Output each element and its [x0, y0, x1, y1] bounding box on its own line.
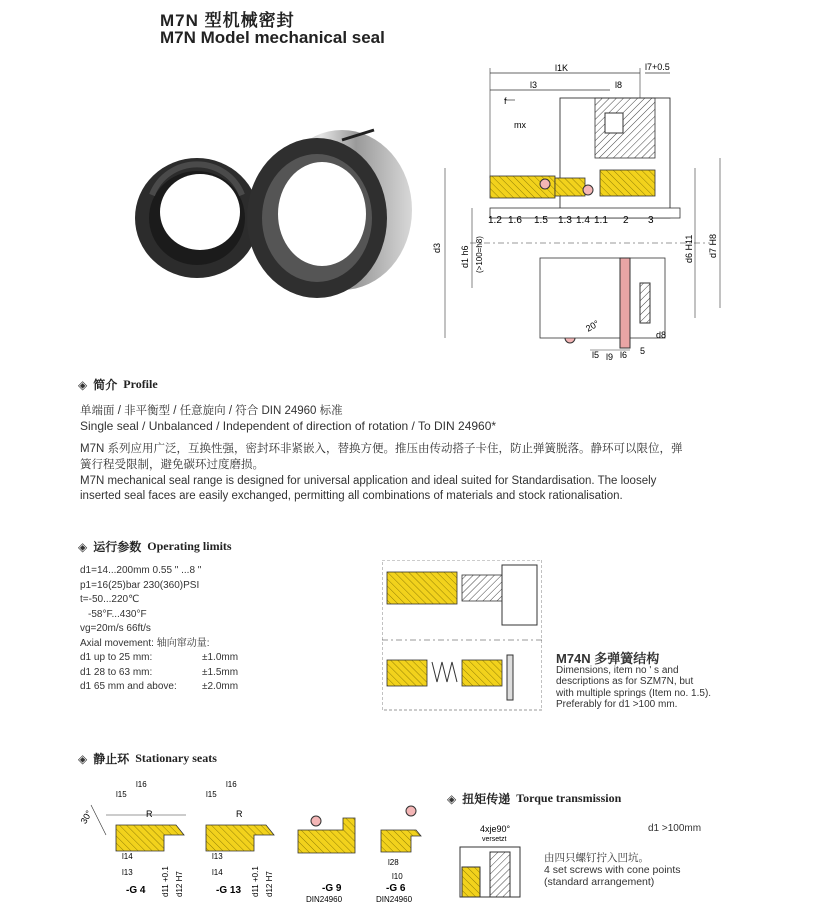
dim-d6: d6 H11 [684, 234, 694, 263]
part-2: 2 [623, 215, 629, 226]
profile-line-en: Single seal / Unbalanced / Independent of direction of rotation / To DIN 24960* [80, 419, 497, 433]
dim-5: 5 [640, 346, 646, 356]
dim-l9: l9 [606, 352, 614, 362]
seats-heading-en: Stationary seats [135, 751, 217, 765]
g13-r: R [236, 809, 243, 819]
profile-desc-en-1: M7N mechanical seal range is designed for universal application and ideal suited for Standardisation. The loosely [80, 475, 657, 487]
dim-d1: d1 h6 [460, 245, 470, 268]
g6-label: -G 6 [386, 883, 406, 894]
diamond-bullet-icon: ◈ [447, 791, 457, 806]
m74n-line-3: with multiple springs (Item no. 1.5). [556, 687, 712, 699]
limits-heading-cn: 运行参数 [93, 540, 142, 554]
limit-p1: p1=16(25)bar 230(360)PSI [80, 579, 200, 591]
g4-r: R [146, 809, 153, 819]
limits-heading-en: Operating limits [147, 539, 232, 553]
g4-l16: l16 [136, 780, 147, 789]
part-1-3: 1.3 [558, 215, 572, 226]
page-title-en: M7N Model mechanical seal [160, 28, 385, 47]
seal-section-drawing [430, 58, 750, 368]
torque-d1-note: d1 >100mm [648, 823, 702, 834]
part-1-2: 1.2 [488, 215, 502, 226]
g6-l28: l28 [388, 858, 399, 867]
dim-l3: l3 [530, 80, 538, 90]
seal-photo [112, 100, 422, 330]
g13-l14: l14 [212, 868, 223, 877]
profile-desc-cn-2: 簧行程受限制，避免碳环过度磨损。 [80, 459, 264, 471]
page-title-cn: M7N 型机械密封 [160, 11, 295, 30]
profile-heading [78, 376, 158, 393]
g4-l13: l13 [122, 868, 133, 877]
g13-d11: d11 +0.1 [251, 866, 260, 897]
torque-heading [447, 790, 621, 807]
limit-vg: vg=20m/s 66ft/s [80, 623, 151, 634]
profile-heading-cn: 简介 [93, 378, 118, 392]
diamond-bullet-icon: ◈ [78, 539, 88, 554]
m74n-line-1: Dimensions, item no ' s and [556, 664, 679, 676]
torque-heading-en: Torque transmission [516, 791, 622, 805]
m74n-block [556, 653, 756, 711]
limit-row: d1 65 mm and above: ±2.0mm [80, 681, 239, 692]
g9-label: -G 9 [322, 883, 342, 894]
part-3: 3 [648, 215, 654, 226]
part-1-1: 1.1 [594, 215, 608, 226]
g6-l10: l10 [392, 872, 403, 881]
profile-desc-cn-1: M7N 系列应用广泛，互换性强，密封环非紧嵌入，替换方便。推压由传动搭子卡住，防止弹簧脱落。静环可以限位，弹 [80, 443, 683, 455]
g4-label: -G 4 [126, 885, 146, 896]
torque-line-en-2: (standard arrangement) [544, 876, 655, 888]
dim-d7: d7 H8 [708, 233, 718, 258]
g6-din: DIN24960 [376, 895, 413, 904]
limits-list [80, 564, 360, 695]
dim-d3: d3 [432, 242, 442, 253]
m74n-line-2: descriptions as for SZM7N, but [556, 676, 694, 687]
dim-f: f [504, 96, 507, 106]
seats-heading [78, 750, 217, 767]
limits-heading [78, 538, 232, 555]
g4-d12: d12 H7 [175, 871, 184, 897]
g13-l15: l15 [206, 790, 217, 799]
part-1-6: 1.6 [508, 215, 522, 226]
g4-l15: l15 [116, 790, 127, 799]
seats-heading-cn: 静止环 [93, 752, 130, 766]
diamond-bullet-icon: ◈ [78, 377, 88, 392]
dim-l5: l5 [592, 350, 600, 360]
dim-20deg: 20° [584, 318, 601, 334]
g4-30deg: 30° [78, 808, 95, 826]
torque-line-cn: 由四只螺钉拧入凹坑。 [544, 852, 649, 864]
m74n-title: M74N 多弹簧结构 [556, 651, 660, 666]
g4-d11: d11 +0.1 [161, 866, 170, 897]
torque-text [544, 852, 681, 888]
torque-heading-cn: 扭矩传递 [462, 792, 511, 806]
g13-d12: d12 H7 [265, 871, 274, 897]
dim-l8: l8 [615, 80, 623, 90]
dim-l1k: l1K [555, 63, 569, 73]
dim-d8: d8 [656, 330, 667, 340]
torque-drawing [450, 822, 540, 912]
g4-l14: l14 [122, 852, 133, 861]
limit-axial: Axial movement: 轴向窜动量: [80, 637, 210, 649]
dim-l7: l7+0.5 [645, 62, 670, 72]
part-1-4: 1.4 [576, 215, 590, 226]
profile-heading-en: Profile [123, 377, 158, 391]
part-1-5: 1.5 [534, 215, 548, 226]
dim-l6: l6 [620, 350, 628, 360]
g13-l13: l13 [212, 852, 223, 861]
m74n-drawing [382, 560, 542, 718]
torque-screw-label: 4xje90° [480, 824, 511, 834]
torque-line-en-1: 4 set screws with cone points [544, 864, 681, 876]
stationary-seats-drawing [76, 775, 446, 910]
m74n-line-4: Preferably for d1 >100 mm. [556, 699, 678, 710]
limit-t-f: -58°F...430°F [88, 608, 147, 620]
limit-d1: d1=14...200mm 0.55 " ...8 " [80, 565, 202, 576]
dim-d1-sub: (>100=h8) [475, 236, 484, 273]
limit-row: d1 28 to 63 mm: ±1.5mm [80, 666, 239, 678]
profile-desc-en-2: inserted seal faces are easily exchanged, permitting all combinations of materials and stock rationalisation. [80, 490, 623, 502]
dim-mx: mx [514, 120, 526, 130]
profile-line-cn: 单端面 / 非平衡型 / 任意旋向 / 符合 DIN 24960 标准 [80, 405, 343, 417]
torque-screw-sub: versetzt [482, 836, 507, 843]
limit-t: t=-50...220℃ [80, 594, 140, 605]
g13-l16: l16 [226, 780, 237, 789]
limit-row: d1 up to 25 mm: ±1.0mm [80, 652, 239, 663]
diamond-bullet-icon: ◈ [78, 751, 88, 766]
g13-label: -G 13 [216, 885, 242, 896]
g9-din: DIN24960 [306, 895, 343, 904]
